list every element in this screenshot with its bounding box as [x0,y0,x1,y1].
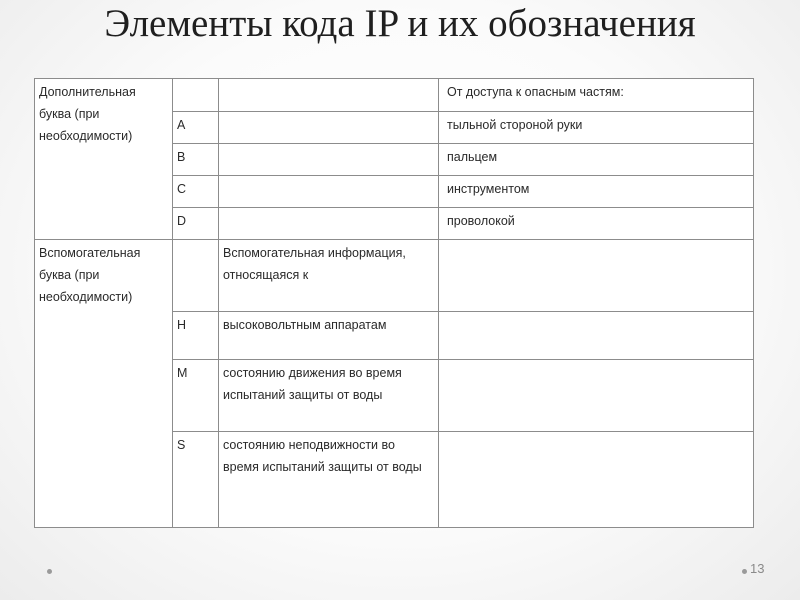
description-cell: тыльной стороной руки [439,112,754,144]
empty-cell [219,144,439,176]
group2-header: Вспомогательная информация, относящаяся к [219,240,439,312]
empty-cell [439,432,754,528]
description-cell: состоянию неподвижности во время испытаний защиты от воды [219,432,439,528]
empty-cell [439,240,754,312]
group2-label: Вспомогательная буква (при необходимости) [39,246,141,304]
description-cell: проволокой [439,208,754,240]
table-row [35,240,754,312]
description-cell: высоковольтным аппаратам [219,312,439,360]
description-cell: пальцем [439,144,754,176]
nav-dot-left [47,569,52,574]
empty-cell [219,79,439,112]
group1-label: Дополнительная буква (при необходимости) [39,85,136,143]
empty-cell [219,112,439,144]
group2-label-cell [35,240,173,528]
group1-label-cell [35,79,173,240]
table-row [35,79,754,112]
empty-cell [219,176,439,208]
code-cell: C [173,176,219,208]
empty-cell [173,79,219,112]
empty-cell [219,208,439,240]
code-cell: A [173,112,219,144]
empty-cell [439,360,754,432]
group1-header: От доступа к опасным частям: [439,79,754,112]
code-cell: H [173,312,219,360]
empty-cell [173,240,219,312]
nav-dot-right [742,569,747,574]
code-cell: M [173,360,219,432]
code-cell: D [173,208,219,240]
page-number: 13 [750,561,765,576]
slide-title: Элементы кода IP и их обозначения [104,2,696,45]
ip-code-table [34,78,754,528]
code-cell: S [173,432,219,528]
description-cell: инструментом [439,176,754,208]
code-cell: B [173,144,219,176]
description-cell: состоянию движения во время испытаний защиты от воды [219,360,439,432]
empty-cell [439,312,754,360]
